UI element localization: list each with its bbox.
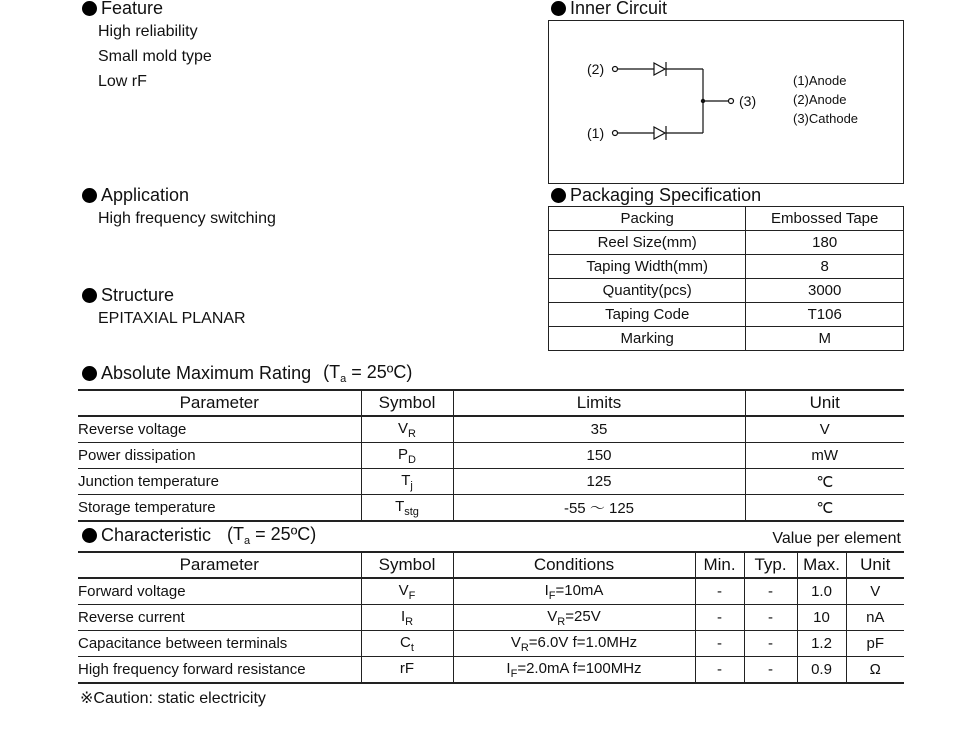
packaging-label: Marking — [549, 327, 746, 351]
pin-3-label: (3) — [739, 93, 757, 109]
table-row — [78, 469, 904, 495]
max-cell: 10 — [797, 605, 846, 631]
application-item: High frequency switching — [98, 210, 276, 227]
col-header-symbol: Symbol — [361, 552, 453, 578]
col-header-min: Min. — [695, 552, 744, 578]
col-header-unit: Unit — [745, 390, 904, 416]
min-cell: - — [695, 605, 744, 631]
conditions-cell: $V_R=6.0V$ f=1.0MHz — [453, 631, 695, 657]
packaging-value: M — [746, 327, 904, 351]
unit-cell: ℃ — [745, 469, 904, 495]
bullet-icon — [551, 1, 566, 16]
param-cell: Reverse current — [78, 605, 361, 631]
min-cell: - — [695, 578, 744, 605]
unit-cell: nA — [846, 605, 904, 631]
limits-cell: 35 — [453, 416, 745, 443]
min-cell: - — [695, 631, 744, 657]
typ-cell: - — [744, 605, 797, 631]
absolute-max-heading-text: Absolute Maximum Rating — [101, 363, 312, 383]
packaging-row — [549, 303, 904, 327]
packaging-row — [549, 207, 904, 231]
packaging-row — [549, 255, 904, 279]
structure-heading-text: Structure — [101, 285, 175, 305]
limits-cell: -55 ～ 125 — [453, 495, 745, 522]
max-cell: 1.2 — [797, 631, 846, 657]
conditions-cell: $V_R=25V$ — [453, 605, 695, 631]
packaging-label: Packing — [549, 207, 746, 231]
legend-cathode: (3)Cathode — [793, 111, 859, 126]
typ-cell: - — [744, 657, 797, 684]
unit-cell: pF — [846, 631, 904, 657]
feature-heading — [82, 0, 163, 19]
table-row — [78, 578, 904, 605]
packaging-value: Embossed Tape — [746, 207, 904, 231]
inner-circuit-box — [548, 20, 904, 184]
col-header-symbol: Symbol — [361, 390, 453, 416]
packaging-heading — [551, 185, 761, 206]
col-header-limits: Limits — [453, 390, 745, 416]
packaging-row — [549, 279, 904, 303]
table-header-row — [78, 390, 904, 416]
characteristic-heading — [82, 524, 316, 547]
bullet-icon — [82, 288, 97, 303]
bullet-icon — [82, 528, 97, 543]
limits-cell: 125 — [453, 469, 745, 495]
value-per-element-note: Value per element — [772, 530, 901, 547]
unit-cell: mW — [745, 443, 904, 469]
feature-item: Low rF — [98, 73, 147, 90]
unit-cell: Ω — [846, 657, 904, 684]
pin-1-terminal — [613, 131, 618, 136]
packaging-heading-text: Packaging Specification — [570, 185, 762, 205]
pin-1-label: (1) — [587, 125, 605, 141]
bullet-icon — [551, 188, 566, 203]
min-cell: - — [695, 657, 744, 684]
conditions-cell: $I_F=2.0mA$ f=100MHz — [453, 657, 695, 684]
pin-2-terminal — [613, 67, 618, 72]
symbol-cell: $C_t$ — [361, 631, 453, 657]
col-header-typ: Typ. — [744, 552, 797, 578]
param-cell: Power dissipation — [78, 443, 361, 469]
diode-bottom-icon — [654, 127, 665, 139]
feature-heading-text: Feature — [101, 0, 164, 18]
param-cell: High frequency forward resistance — [78, 657, 361, 684]
absolute-max-condition: ($T_a$ = 25ºC) — [323, 362, 413, 385]
legend-anode-1: (1)Anode — [793, 73, 847, 88]
col-header-unit: Unit — [846, 552, 904, 578]
packaging-table — [548, 206, 904, 351]
param-cell: Reverse voltage — [78, 416, 361, 443]
packaging-row — [549, 231, 904, 255]
pin-2-label: (2) — [587, 61, 605, 77]
absolute-max-heading — [82, 362, 412, 385]
symbol-cell: $T_j$ — [361, 469, 453, 495]
circuit-diagram — [549, 21, 903, 183]
max-cell: 0.9 — [797, 657, 846, 684]
characteristic-table — [78, 551, 904, 684]
structure-heading — [82, 285, 174, 306]
packaging-label: Taping Width(mm) — [549, 255, 746, 279]
typ-cell: - — [744, 578, 797, 605]
table-row — [78, 416, 904, 443]
characteristic-heading-text: Characteristic — [101, 525, 212, 545]
param-cell: Storage temperature — [78, 495, 361, 522]
table-row — [78, 657, 904, 684]
packaging-value: 8 — [746, 255, 904, 279]
packaging-label: Taping Code — [549, 303, 746, 327]
max-cell: 1.0 — [797, 578, 846, 605]
packaging-label: Reel Size(mm) — [549, 231, 746, 255]
packaging-row — [549, 327, 904, 351]
bullet-icon — [82, 188, 97, 203]
unit-cell: V — [846, 578, 904, 605]
packaging-value: T106 — [746, 303, 904, 327]
table-row — [78, 631, 904, 657]
feature-item: High reliability — [98, 23, 198, 40]
bullet-icon — [82, 1, 97, 16]
col-header-parameter: Parameter — [78, 390, 361, 416]
application-heading-text: Application — [101, 185, 190, 205]
table-row — [78, 605, 904, 631]
table-row — [78, 443, 904, 469]
table-header-row — [78, 552, 904, 578]
conditions-cell: $I_F=10mA$ — [453, 578, 695, 605]
feature-item: Small mold type — [98, 48, 212, 65]
inner-circuit-heading-text: Inner Circuit — [570, 0, 668, 18]
pin-3-terminal — [729, 99, 734, 104]
unit-cell: V — [745, 416, 904, 443]
symbol-cell: $T_{stg}$ — [361, 495, 453, 522]
col-header-parameter: Parameter — [78, 552, 361, 578]
symbol-cell: rF — [361, 657, 453, 684]
packaging-value: 180 — [746, 231, 904, 255]
param-cell: Forward voltage — [78, 578, 361, 605]
col-header-conditions: Conditions — [453, 552, 695, 578]
absolute-max-table — [78, 389, 904, 522]
application-heading — [82, 185, 189, 206]
symbol-cell: $V_R$ — [361, 416, 453, 443]
symbol-cell: $V_F$ — [361, 578, 453, 605]
junction-dot — [701, 99, 705, 103]
limits-cell: 150 — [453, 443, 745, 469]
typ-cell: - — [744, 631, 797, 657]
inner-circuit-heading — [551, 0, 667, 19]
unit-cell: ℃ — [745, 495, 904, 522]
packaging-label: Quantity(pcs) — [549, 279, 746, 303]
bullet-icon — [82, 366, 97, 381]
characteristic-condition: ($T_a$ = 25ºC) — [227, 524, 317, 547]
table-row — [78, 495, 904, 522]
param-cell: Capacitance between terminals — [78, 631, 361, 657]
diode-top-icon — [654, 63, 665, 75]
symbol-cell: $I_R$ — [361, 605, 453, 631]
col-header-max: Max. — [797, 552, 846, 578]
legend-anode-2: (2)Anode — [793, 92, 847, 107]
caution-note: ※Caution: static electricity — [80, 690, 266, 707]
param-cell: Junction temperature — [78, 469, 361, 495]
structure-item: EPITAXIAL PLANAR — [98, 310, 246, 327]
packaging-value: 3000 — [746, 279, 904, 303]
symbol-cell: $P_D$ — [361, 443, 453, 469]
